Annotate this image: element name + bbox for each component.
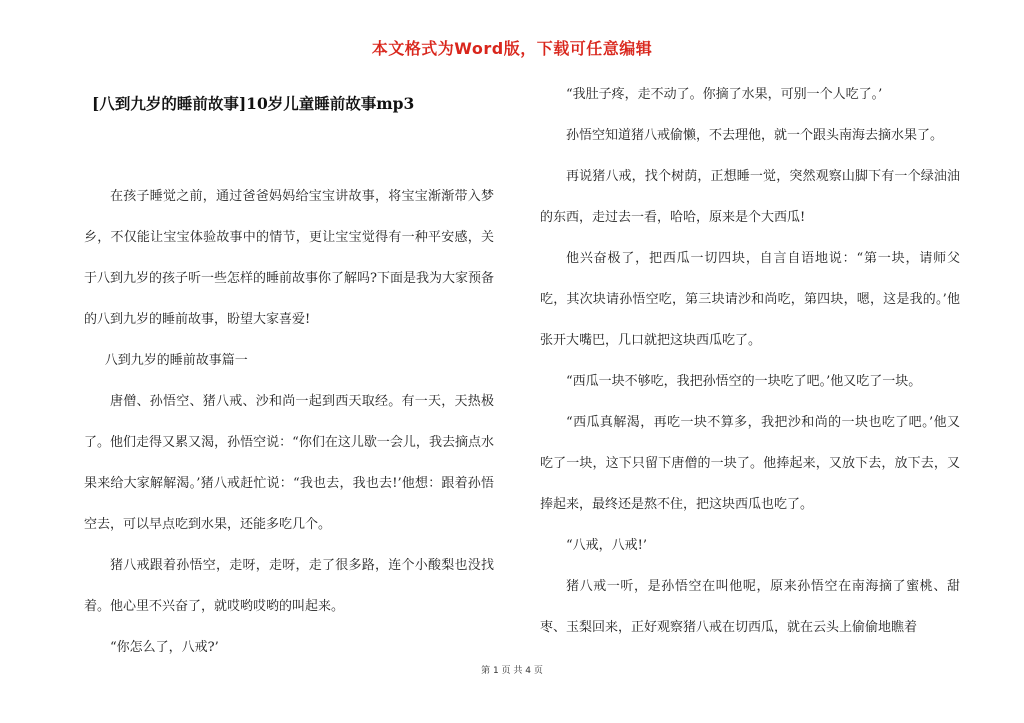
story-paragraph: “我肚子疼，走不动了。你摘了水果，可别一个人吃了。’ — [566, 87, 883, 102]
document-title: [八到九岁的睡前故事]10岁儿童睡前故事mp3 — [92, 94, 415, 113]
story-paragraph: “西瓜真解渴，再吃一块不算多，我把沙和尚的一块也吃了吧。’他又吃了一块，这下只留下唐僧的一块了。他捧起来，又放下去，放下去，又捧起来，最终还是熬不住，把这块西瓜也吃了。 — [540, 415, 960, 512]
story-paragraph: “你怎么了，八戒?’ — [110, 640, 219, 655]
story-paragraph: 唐僧、孙悟空、猪八戒、沙和尚一起到西天取经。有一天，天热极了。他们走得又累又渴，孙悟空说：“你们在这儿歇一会儿，我去摘点水果来给大家解解渴。’猪八戒赶忙说：“我也去，我也去!’他想：跟着孙悟空去，可以早点吃到水果，还能多吃几个。 — [84, 394, 494, 532]
story-paragraph: “西瓜一块不够吃，我把孙悟空的一块吃了吧。’他又吃了一块。 — [566, 374, 922, 389]
story-paragraph: 猪八戒一听，是孙悟空在叫他呢，原来孙悟空在南海摘了蜜桃、甜枣、玉梨回来，正好观察猪八戒在切西瓜，就在云头上偷偷地瞧着 — [540, 579, 960, 635]
story-paragraph: “八戒，八戒!’ — [566, 538, 648, 553]
intro-paragraph: 在孩子睡觉之前，通过爸爸妈妈给宝宝讲故事，将宝宝渐渐带入梦乡，不仅能让宝宝体验故事中的情节，更让宝宝觉得有一种平安感，关于八到九岁的孩子听一些怎样的睡前故事你了解吗?下面是我为大家预备的八到九岁的睡前故事，盼望大家喜爱! — [84, 189, 494, 327]
story-paragraph: 他兴奋极了，把西瓜一切四块，自言自语地说：“第一块，请师父吃，其次块请孙悟空吃，第三块请沙和尚吃，第四块，嗯，这是我的。’他张开大嘴巴，几口就把这块西瓜吃了。 — [540, 251, 960, 348]
story-paragraph: 孙悟空知道猪八戒偷懒，不去理他，就一个跟头南海去摘水果了。 — [566, 128, 944, 143]
section-heading: 八到九岁的睡前故事篇一 — [104, 353, 248, 368]
download-banner: 本文格式为Word版，下载可任意编辑 — [371, 39, 653, 58]
page-number: 第 1 页 共 4 页 — [481, 666, 543, 676]
story-paragraph: 猪八戒跟着孙悟空，走呀，走呀，走了很多路，连个小酸梨也没找着。他心里不兴奋了，就哎哟哎哟的叫起来。 — [84, 558, 494, 614]
story-paragraph: 再说猪八戒，找个树荫，正想睡一觉，突然观察山脚下有一个绿油油的东西，走过去一看，哈哈，原来是个大西瓜! — [540, 169, 960, 225]
